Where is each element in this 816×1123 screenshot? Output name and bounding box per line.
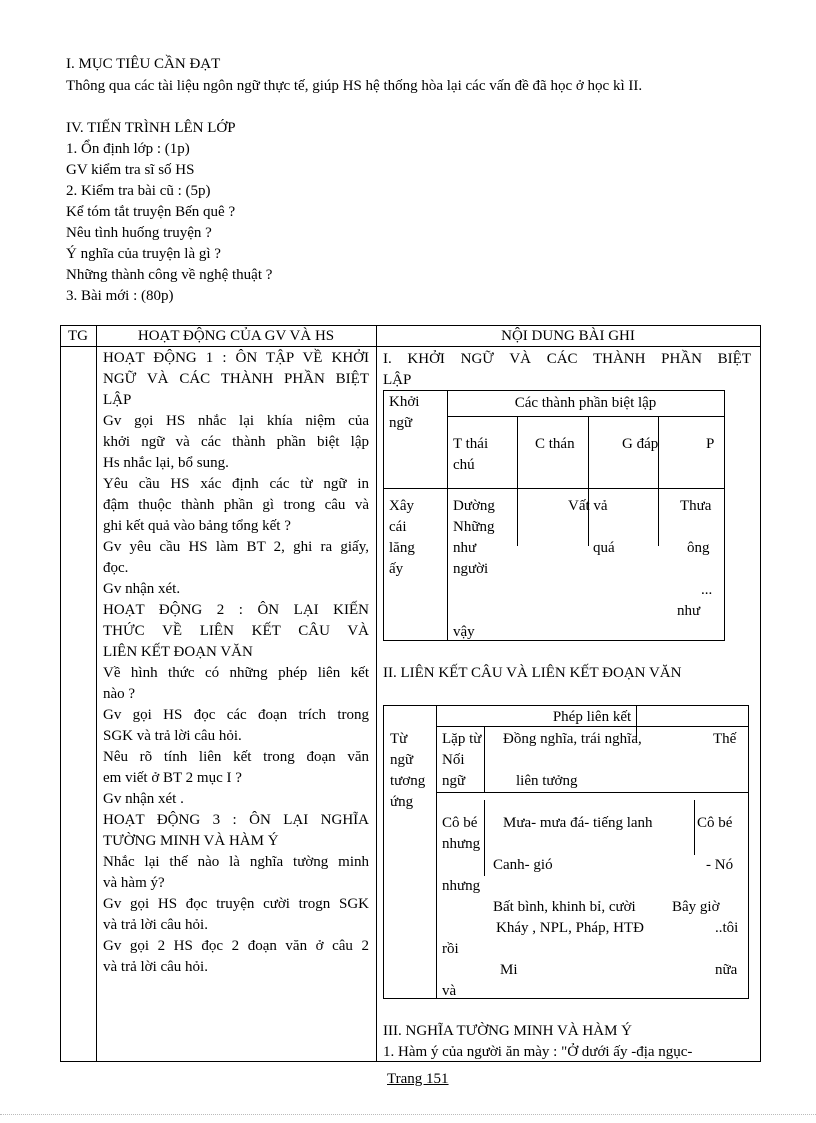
activity-line: em viết ở BT 2 mục I ? [103,770,242,786]
t2-khay: Kháy , NPL, Pháp, HTĐ [496,920,644,936]
t2-dong-nghia: Đồng nghĩa, trái nghĩa, [503,731,642,747]
t1-xay: Xây [389,498,414,514]
t2-co-be: Cô bé [442,815,478,831]
activity-line: Nêu rõ tính liên kết trong đoạn văn [103,749,369,765]
activity-line: và trả lời câu hỏi. [103,917,208,933]
t2-lap-tu: Lặp từ [442,731,482,747]
t2-nhung1: nhưng [442,836,481,852]
t1-lang: lăng [389,540,415,556]
t2-ngu2: ngữ [442,773,466,789]
t2-nhung2: nhưng [442,878,481,894]
activity-line: Gv yêu cầu HS làm BT 2, ghi ra giấy, [103,539,369,555]
activity-line: đậm thuộc thành phần gì trong câu và [103,497,369,513]
content-section-3-line: 1. Hàm ý của người ăn mày : "Ở dưới ấy -địa ngục- [383,1044,693,1060]
section-1-title: I. MỤC TIÊU CẦN ĐẠT [66,56,221,72]
activity-line: Gv nhận xét. [103,581,181,597]
t2-co-be2: Cô bé [697,815,733,831]
content-section-1-title-cont: LẬP [383,372,412,388]
t2-lien-tuong: liên tưởng [516,773,578,789]
t2-tu: Từ [390,731,408,747]
t1-t-thai: T thái [453,436,489,452]
activity-line: nào ? [103,686,136,702]
t1-vat-va: Vất vả [568,498,608,514]
activity-line: NGỮ VÀ CÁC THÀNH PHẦN BIỆT [103,371,369,387]
header-content: NỘI DUNG BÀI GHI [501,328,635,344]
activity-line: và hàm ý? [103,875,165,891]
t1-qua: quá [593,540,615,556]
activity-line: khởi ngữ và các thành phần biệt lập [103,434,369,450]
t2-ung: ứng [390,794,414,810]
intro-line: Những thành công về nghệ thuật ? [66,267,273,283]
t1-nguoi: người [453,561,489,577]
t1-nhung: Những [453,519,495,535]
t1-nhu: như [453,540,477,556]
t2-ngu: ngữ [390,752,414,768]
activity-line: và trả lời câu hỏi. [103,959,208,975]
content-section-2-title: II. LIÊN KẾT CÂU VÀ LIÊN KẾT ĐOẠN VĂN [383,665,682,681]
activity-line: Gv gọi HS nhắc lại khía niệm của [103,413,369,429]
intro-line: GV kiểm tra sĩ số HS [66,162,195,178]
activity-line: Nhắc lại thế nào là nghĩa tường minh [103,854,369,870]
activity-line: Yêu cầu HS xác định các từ ngữ in [103,476,369,492]
t2-roi: rồi [442,941,459,957]
activity-line: SGK và trả lời câu hỏi. [103,728,242,744]
t2-bat-binh: Bất bình, khinh bỉ, cười [493,899,636,915]
activity-line: THỨC VỀ LIÊN KẾT CÂU VÀ [103,623,369,639]
t1-g-dap: G đáp [622,436,659,452]
t2-the: Thế [713,731,737,747]
t2-canh-gio: Canh- gió [493,857,553,873]
t1-dots: ... [701,582,713,598]
page-bottom-divider [0,1114,816,1115]
t1-header: Các thành phần biệt lập [514,395,657,411]
header-tg: TG [68,328,88,344]
t1-duong: Dường [453,498,495,514]
activity-line: TƯỜNG MINH VÀ HÀM Ý [103,833,279,849]
activity-line: HOẠT ĐỘNG 1 : ÔN TẬP VỀ KHỞI [103,350,369,366]
t2-no: - Nó [706,857,734,873]
section-1-text: Thông qua các tài liệu ngôn ngữ thực tế, giúp HS hệ thống hòa lại các vấn đề đã học ở học kì II. [66,78,643,94]
activity-line: LẬP [103,392,132,408]
activity-line: Gv gọi 2 HS đọc 2 đoạn văn ở câu 2 [103,938,369,954]
intro-line: 2. Kiểm tra bài cũ : (5p) [66,183,211,199]
intro-line: Nêu tình huống truyện ? [66,225,212,241]
t1-khoi: Khởi [389,394,420,410]
page-number: Trang 151 [387,1071,449,1087]
intro-line: Kể tóm tắt truyện Bến quê ? [66,204,236,220]
activity-line: Gv nhận xét . [103,791,184,807]
t1-ay: ấy [389,561,404,577]
t2-toi: ..tôi [715,920,739,936]
t2-mi: Mi [500,962,518,978]
activity-line: Gv gọi HS đọc truyện cười trogn SGK [103,896,369,912]
activity-line: Về hình thức có những phép liên kết [103,665,369,681]
t2-va: và [442,983,457,999]
t1-ong: ông [687,540,710,556]
intro-line: 3. Bài mới : (80p) [66,288,174,304]
activity-line: HOẠT ĐỘNG 2 : ÔN LẠI KIẾN [103,602,369,618]
t1-thua: Thưa [680,498,712,514]
t2-bay-gio: Bây giờ [672,899,720,915]
activity-line: Gv gọi HS đọc các đoạn trích trong [103,707,369,723]
intro-line: Ý nghĩa của truyện là gì ? [66,246,221,262]
activity-line: ghi kết quả vào bảng tổng kết ? [103,518,291,534]
content-section-1-title: I. KHỞI NGỮ VÀ CÁC THÀNH PHẦN BIỆT [383,351,751,367]
t2-mua: Mưa- mưa đá- tiếng lanh [503,815,653,831]
activity-line: đọc. [103,560,129,576]
t1-nhu2: như [677,603,701,619]
t2-header: Phép liên kết [552,709,632,725]
t1-p: P [706,436,715,452]
t2-tuong: tương [390,773,426,789]
t1-cai: cái [389,519,407,535]
activity-line: LIÊN KẾT ĐOẠN VĂN [103,644,253,660]
header-activities: HOẠT ĐỘNG CỦA GV VÀ HS [137,328,335,344]
t1-chu: chú [453,457,475,473]
t1-c-than: C thán [535,436,575,452]
t1-vay: vậy [453,624,475,640]
content-section-3-title: III. NGHĨA TƯỜNG MINH VÀ HÀM Ý [383,1023,632,1039]
intro-line: 1. Ổn định lớp : (1p) [66,141,190,157]
t2-noi: Nối [442,752,465,768]
section-4-title: IV. TIẾN TRÌNH LÊN LỚP [66,120,236,136]
t2-nua: nữa [715,962,738,978]
activity-line: Hs nhắc lại, bổ sung. [103,455,229,471]
t1-ngu: ngữ [389,415,413,431]
activity-line: HOẠT ĐỘNG 3 : ÔN LẠI NGHĨA [103,812,369,828]
